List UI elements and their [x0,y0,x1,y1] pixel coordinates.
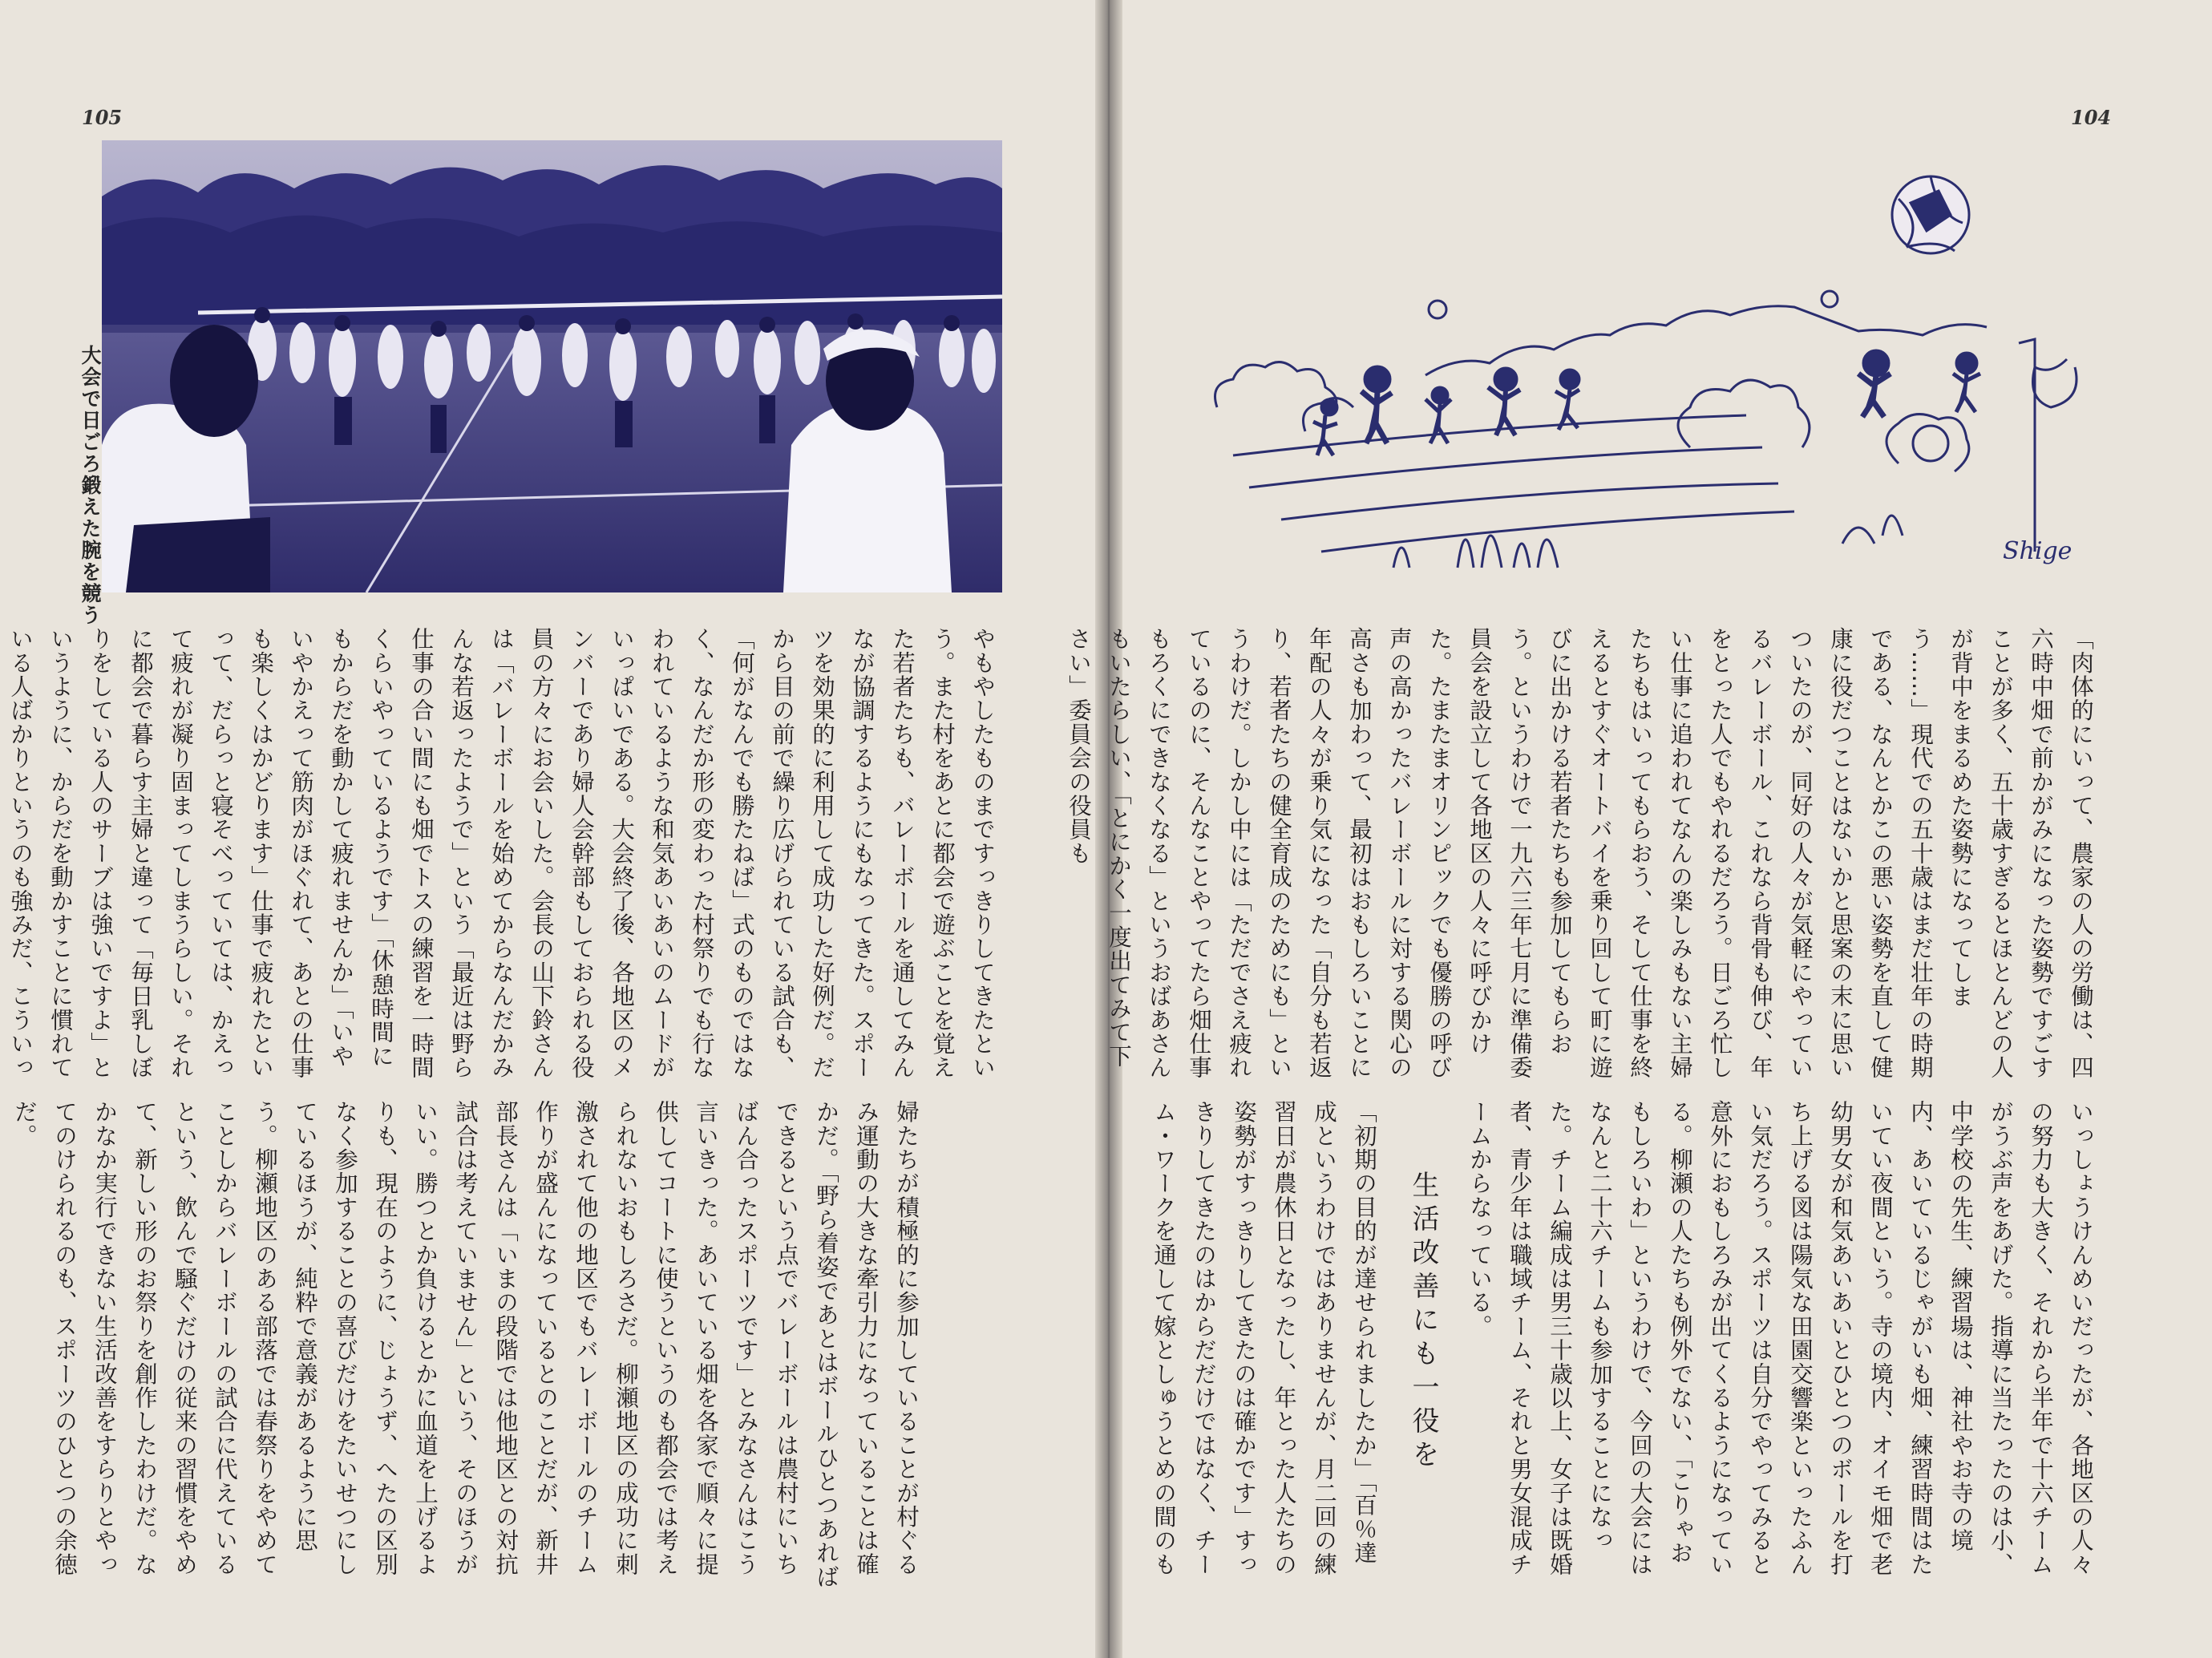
photo-image [102,140,1002,592]
right-page-paragraph-top: 「肉体的にいって、農家の人の労働は、四六時中畑で前かがみになった姿勢ですごすことが多く、五十歳すぎるとほとんどの人が背中をまるめた姿勢になってしまう……」現代での五十歳はまだ壮年の時期である、なんとかこの悪い姿勢を直して健康に役だつことはないかと思案の末に思いついたのが、同好の人々が気軽にやっているバレーボール、これなら背骨も伸び、年をとった人でもやれるだろう。日ごろ忙しい仕事に追われてなんの楽しみもない主婦たちもはいってもらおう、そして仕事を終えるとすぐオートバイを乗り回して町に遊びに出かける若者たちも参加してもらおう。というわけで一九六三年七月に準備委員会を設立して各地区の人々に呼びかけた。たまたまオリンピックでも優勝の呼び声の高かったバレーボールに対する関心の高さも加わって、最初はおもしろいことに年配の人々が乗り気になった「自分も若返り、若者たちの健全育成のためにも」というわけだ。しかし中には「ただでさえ疲れているのに、そんなことやってたら畑仕事もろくにできなくなる」というおばあさんもいたらしい、「とにかく一度出てみて下さい」委員会の役員も [1066,627,2094,1080]
section-heading: 生活改善にも一役を [1407,1171,1439,1474]
illustration-drawing [1185,167,2099,584]
right-page-paragraph-bottom: いっしょうけんめいだったが、各地区の人々の努力も大きく、それから半年で十六チームがうぶ声をあげた。指導に当たったのは小、中学校の先生、練習場は、神社やお寺の境内、あいているじゃがいも畑、練習時間はたいてい夜間という。寺の境内、オイモ畑で老幼男女が和気あいあいとひとつのボールを打ち上げる図は陽気な田園交響楽といったふんい気だろう。スポーツは自分でやってみると意外におもしろみが出てくるようになっている。柳瀬の人たちも例外でない、「こりゃおもしろいわ」というわけで、今回の大会にはなんと二十六チームも参加することになった。チーム編成は男三十歳以上、女子は既婚者、青少年は職域チーム、それと男女混成チームからなっている。 [1466,1100,2094,1576]
page-number-right: 104 [2071,106,2112,129]
right-page-text-bottom [1461,1100,2101,1581]
left-page-text-bottom [11,1100,926,1597]
photo-caption: 大会で日ごろ鍛えた腕を競う [79,345,102,626]
heading-paragraph: 「初期の目的が達せられましたか」「百％達成というわけではありませんが、月二回の練習日が農休日となったし、年とった人たちの姿勢がすっきりしてきたのは確かです」すっきりしてきたのはからだだけではなく、チーム・ワークを通して嫁としゅうとめの間のも [1150,1100,1377,1576]
left-page-paragraph-top: やもやしたものまですっきりしてきたという。また村をあとに都会で遊ぶことを覚えた若者たちも、バレーボールを通してみんなが協調するようにもなってきた。スポーツを効果的に利用して成功した好例だ。だから目の前で繰り広げられている試合も、「何がなんでも勝たねば」式のものではなく、なんだか形の変わった村祭りでも行なわれているような和気あいあいのムードがいっぱいである。大会終了後、各地区のメンバーであり婦人会幹部もしておられる役員の方々にお会いした。会長の山下鈴さんは「バレーボールを始めてからなんだかみんな若返ったようで」という「最近は野ら仕事の合い間にも畑でトスの練習を一時間くらいやっているようです」「休憩時間にもからだを動かして疲れませんか」「いやいやかえって筋肉がほぐれて、あとの仕事も楽しくはかどります」仕事で疲れたといって、だらっと寝そべっていては、かえって疲れが凝り固まってしまうらしい。それに都会で暮らす主婦と違って「毎日乳しぼりをしている人のサーブは強いですよ」というように、からだを動かすことに慣れている人ばかりというのも強みだ、こういっ [7,627,996,1080]
right-page-heading-text [1150,1100,1384,1581]
illustration [1185,167,2099,584]
left-page-text-top [7,627,1002,1084]
illustration-signature: Shige [2003,537,2072,565]
volleyball-photo [102,140,1002,592]
left-page-paragraph-bottom: 婦たちが積極的に参加していることが村ぐるみ運動の大きな牽引力になっていることは確かだ。「野ら着姿であとはボールひとつあればできるという点でバレーボールは農村にいちばん合ったスポーツです」とみなさんはこう言いきった。あいている畑を各家で順々に提供してコートに使うというのも都会では考えられないおもしろさだ。柳瀬地区の成功に刺激されて他の地区でもバレーボールのチーム作りが盛んになっているとのことだが、新井部長さんは「いまの段階では他地区との対抗試合は考えていません」という、そのほうがいい。勝つとか負けるとかに血道を上げるよりも、現在のように、じょうず、へたの区別なく参加することの喜びだけをたいせつにしているほうが、純粋で意義があるように思う。柳瀬地区のある部落では春祭りをやめてことしからバレーボールの試合に代えているという、飲んで騒ぐだけの従来の習慣をやめて、新しい形のお祭りを創作したわけだ。なかなか実行できない生活改善をすらりとやってのけられるのも、スポーツのひとつの余徳だ。 [11,1100,920,1589]
right-page-text-top [1066,627,2101,1084]
page-number-left: 105 [82,106,123,129]
